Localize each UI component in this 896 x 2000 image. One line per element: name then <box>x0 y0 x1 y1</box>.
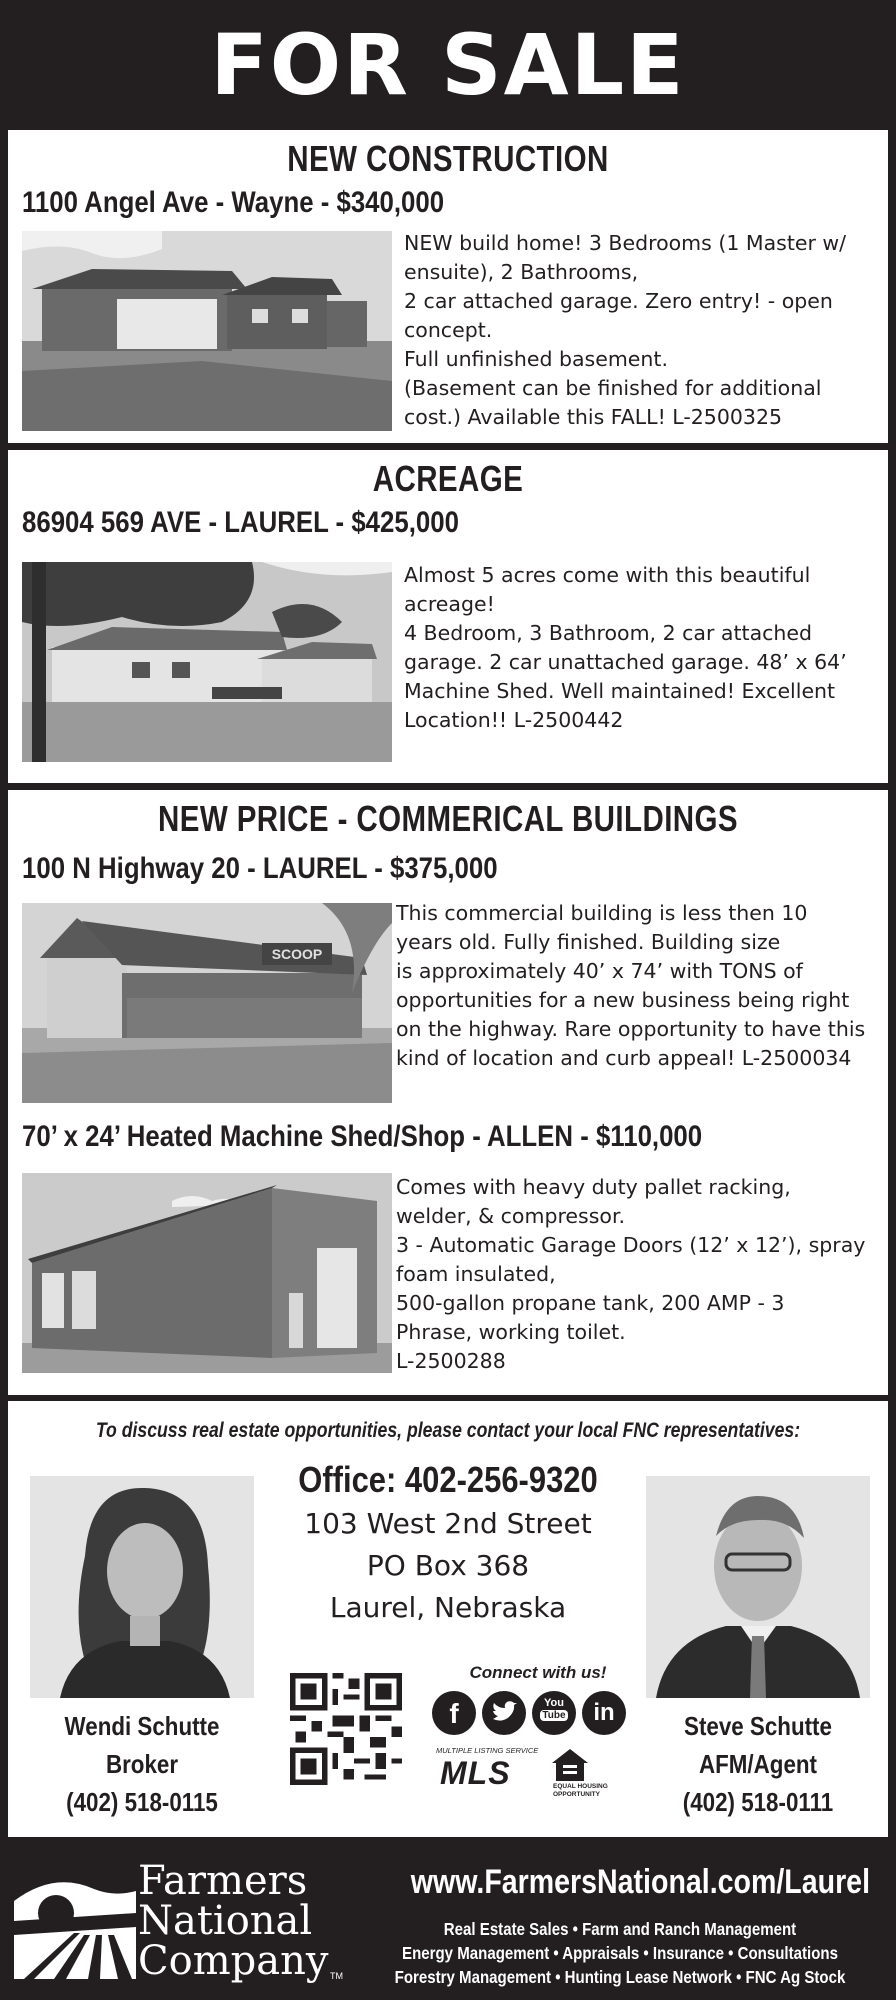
equal-housing-text: EQUAL HOUSING <box>553 1783 608 1790</box>
machine-shed-photo <box>22 1173 392 1373</box>
commercial-section <box>8 790 888 1395</box>
contact-section <box>8 1401 888 1837</box>
mls-logo: MLS <box>440 1755 511 1791</box>
desc-line: Machine Shed. Well maintained! Excellent <box>404 679 836 703</box>
desc-line: years old. Fully finished. Building size <box>396 930 781 954</box>
linkedin-icon[interactable]: in <box>582 1691 626 1735</box>
desc-line: cost.) Available this FALL! L-2500325 <box>404 405 783 429</box>
listing-title: 1100 Angel Ave - Wayne - $340,000 <box>22 186 445 219</box>
wendi-name: Wendi Schutte <box>64 1711 220 1741</box>
store-sign: SCOOP <box>271 946 323 962</box>
desc-line: (Basement can be finished for additional <box>404 376 822 400</box>
twitter-icon[interactable] <box>482 1691 526 1735</box>
company-name: Farmers <box>138 1858 308 1904</box>
desc-line: Comes with heavy duty pallet racking, <box>396 1175 791 1199</box>
desc-line: 500-gallon propane tank, 200 AMP - 3 <box>396 1291 785 1315</box>
page-footer <box>0 1843 896 2000</box>
office-phone[interactable]: Office: 402-256-9320 <box>298 1459 598 1500</box>
connect-heading: Connect with us! <box>469 1663 607 1682</box>
youtube-icon[interactable] <box>532 1691 576 1735</box>
services-line: Forestry Management • Hunting Lease Network • FNC Ag Stock <box>394 1967 846 1987</box>
desc-line: Phrase, working toilet. <box>396 1320 626 1344</box>
desc-line: Full unfinished basement. <box>404 347 668 371</box>
address-line: Laurel, Nebraska <box>329 1591 567 1624</box>
desc-line: ensuite), 2 Bathrooms, <box>404 260 639 284</box>
desc-line: NEW build home! 3 Bedrooms (1 Master w/ <box>404 231 847 255</box>
section-title: NEW PRICE - COMMERICAL BUILDINGS <box>157 798 739 839</box>
desc-line: welder, & compressor. <box>396 1204 626 1228</box>
qr-code-icon[interactable] <box>290 1673 402 1785</box>
desc-line: kind of location and curb appeal! L-2500034 <box>396 1046 852 1070</box>
section-title: ACREAGE <box>372 458 524 499</box>
listing-title: 86904 569 AVE - LAUREL - $425,000 <box>22 506 459 539</box>
steve-phone[interactable]: (402) 518-0111 <box>682 1787 834 1817</box>
steve-title: AFM/Agent <box>698 1749 817 1779</box>
services-line: Real Estate Sales • Farm and Ranch Management <box>443 1919 797 1939</box>
steve-schutte-photo <box>646 1476 870 1698</box>
steve-name: Steve Schutte <box>684 1711 832 1741</box>
desc-line: 3 - Automatic Garage Doors (12’ x 12’), spray <box>396 1233 866 1257</box>
trademark: TM <box>330 1971 343 1981</box>
page-title: FOR SALE <box>210 16 686 114</box>
address-line: 103 West 2nd Street <box>304 1507 592 1540</box>
new-construction-section <box>8 130 888 443</box>
contact-banner: To discuss real estate opportunities, please contact your local FNC representatives: <box>95 1419 801 1442</box>
new-home-photo <box>22 231 392 431</box>
desc-line: concept. <box>404 318 493 342</box>
section-title: NEW CONSTRUCTION <box>287 138 609 179</box>
services-line: Energy Management • Appraisals • Insurance • Consultations <box>402 1943 838 1963</box>
facebook-icon[interactable]: f <box>432 1691 476 1735</box>
acreage-section <box>8 450 888 783</box>
commercial-building-photo <box>22 903 392 1103</box>
wendi-schutte-photo <box>30 1476 254 1698</box>
desc-line: 2 car attached garage. Zero entry! - open <box>404 289 833 313</box>
desc-line: acreage! <box>404 592 495 616</box>
acreage-photo <box>22 562 392 762</box>
desc-line: This commercial building is less then 10 <box>396 901 808 925</box>
wendi-phone[interactable]: (402) 518-0115 <box>66 1787 218 1817</box>
youtube-label: Tube <box>540 1710 568 1721</box>
desc-line: 4 Bedroom, 3 Bathroom, 2 car attached <box>404 621 813 645</box>
mls-caption: MULTIPLE LISTING SERVICE <box>436 1746 539 1755</box>
page-header <box>0 0 896 130</box>
desc-line: on the highway. Rare opportunity to have this <box>396 1017 866 1041</box>
desc-line: L-2500288 <box>396 1349 506 1373</box>
equal-housing-icon <box>550 1747 590 1783</box>
website-link[interactable]: www.FarmersNational.com/Laurel <box>410 1863 871 1901</box>
social-icons <box>432 1691 632 1737</box>
address-line: PO Box 368 <box>366 1549 530 1582</box>
listing-title: 100 N Highway 20 - LAUREL - $375,000 <box>22 852 498 885</box>
company-name: National <box>138 1898 313 1944</box>
desc-line: garage. 2 car unattached garage. 48’ x 64’ <box>404 650 847 674</box>
desc-line: opportunities for a new business being right <box>396 988 850 1012</box>
company-name: Company <box>138 1938 329 1984</box>
wendi-title: Broker <box>105 1749 179 1779</box>
desc-line: Almost 5 acres come with this beautiful <box>404 563 811 587</box>
desc-line: foam insulated, <box>396 1262 556 1286</box>
desc-line: is approximately 40’ x 74’ with TONS of <box>396 959 803 983</box>
listing-title: 70’ x 24’ Heated Machine Shed/Shop - ALLEN - $110,000 <box>22 1120 703 1153</box>
youtube-label: You <box>544 1697 564 1709</box>
fnc-logo-icon <box>14 1861 136 1979</box>
equal-housing-text: OPPORTUNITY <box>553 1791 600 1798</box>
desc-line: Location!! L-2500442 <box>404 708 624 732</box>
